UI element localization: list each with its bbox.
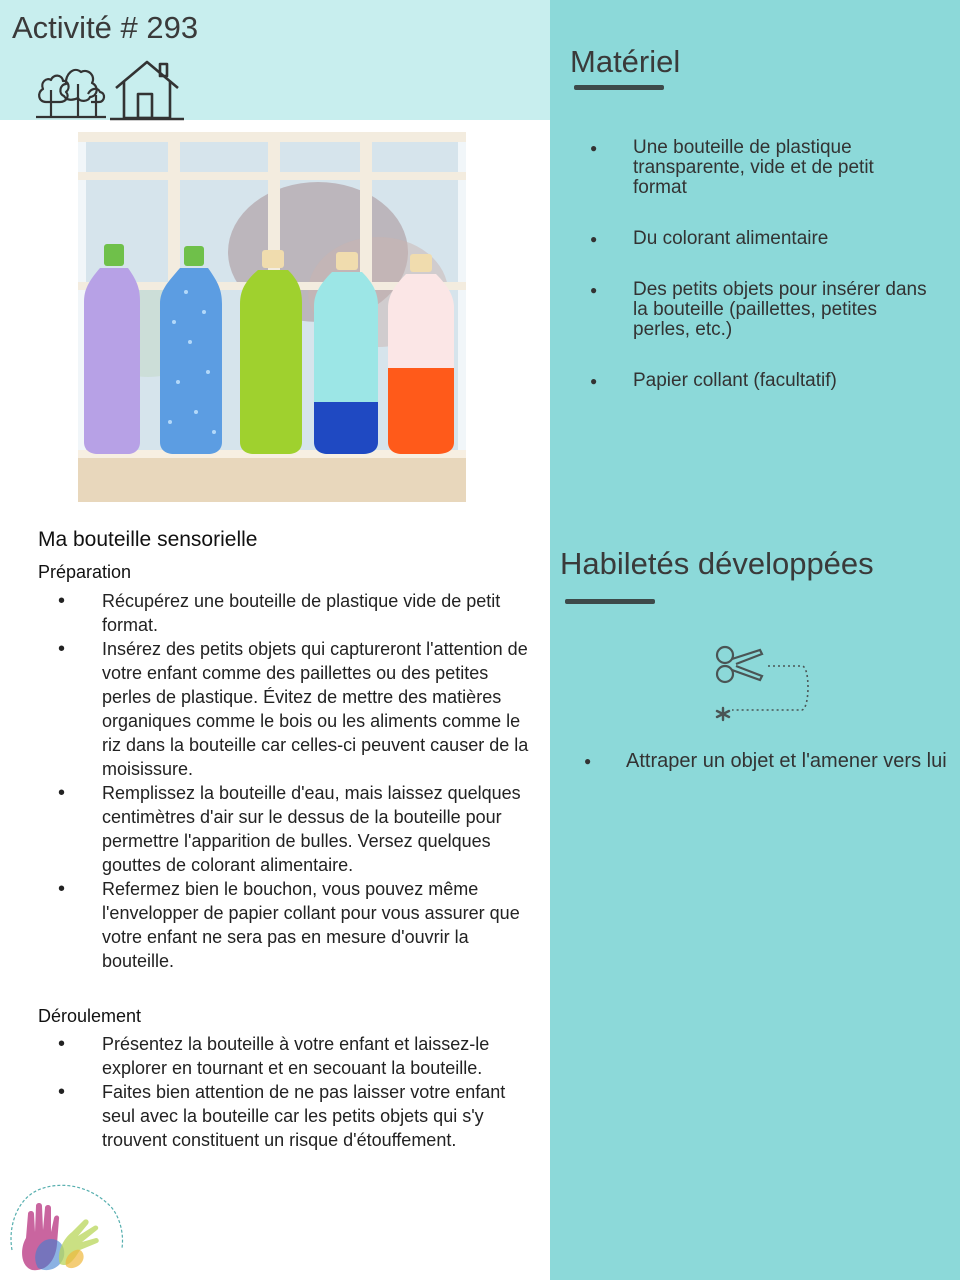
sensory-bottles-photo (78, 132, 466, 502)
skills-heading: Habiletés développées (560, 546, 874, 581)
skills-underline (565, 599, 655, 604)
preparation-list (0, 589, 530, 973)
list-item: ● Des petits objets pour insérer dans la bouteille (paillettes, petites perles, etc.) (590, 280, 930, 340)
list-item: ● Une bouteille de plastique transparente, vide et de petit format (590, 138, 930, 198)
preparation-heading: Préparation (38, 562, 132, 582)
house-icon (110, 58, 184, 122)
list-item: ● Papier collant (facultatif) (590, 371, 930, 391)
list-item: ● Attraper un objet et l'amener vers lui (584, 748, 956, 774)
scissors-icon (712, 642, 812, 724)
skills-list (584, 748, 956, 774)
list-item: ● Du colorant alimentaire (590, 229, 930, 249)
materiel-underline (574, 85, 664, 90)
deroulement-list (0, 1032, 530, 1152)
parents-engages-logo (2, 1178, 126, 1278)
list-item: • Refermez bien le bouchon, vous pouvez même l'envelopper de papier collant pour vous assurer que votre enfant ne sera pas en mesure d'ouvrir la bouteille. (0, 877, 530, 973)
list-item: • Insérez des petits objets qui captureront l'attention de votre enfant comme des paillettes ou des petites perles de plastique. Évitez de mettre des matières organiques comme le bois ou les aliments comme le riz dans la bouteille car celles-ci peuvent causer de la moisissure. (0, 637, 530, 781)
activity-title: Activité # 293 (12, 10, 199, 45)
deroulement-heading: Déroulement (38, 1006, 142, 1026)
activity-name: Ma bouteille sensorielle (38, 528, 258, 551)
trees-icon (36, 62, 106, 120)
list-item: • Remplissez la bouteille d'eau, mais laissez quelques centimètres d'air sur le dessus de la bouteille pour permettre l'apparition de bulles. Versez quelques gouttes de colorant alimentaire. (0, 781, 530, 877)
list-item: • Récupérez une bouteille de plastique vide de petit format. (0, 589, 530, 637)
materiel-list (590, 138, 930, 422)
list-item: • Faites bien attention de ne pas laisser votre enfant seul avec la bouteille car les petits objets qui s'y trouvent constituent un risque d'étouffement. (0, 1080, 530, 1152)
materiel-heading: Matériel (570, 44, 681, 79)
list-item: • Présentez la bouteille à votre enfant et laissez-le explorer en tournant et en secouant la bouteille. (0, 1032, 530, 1080)
